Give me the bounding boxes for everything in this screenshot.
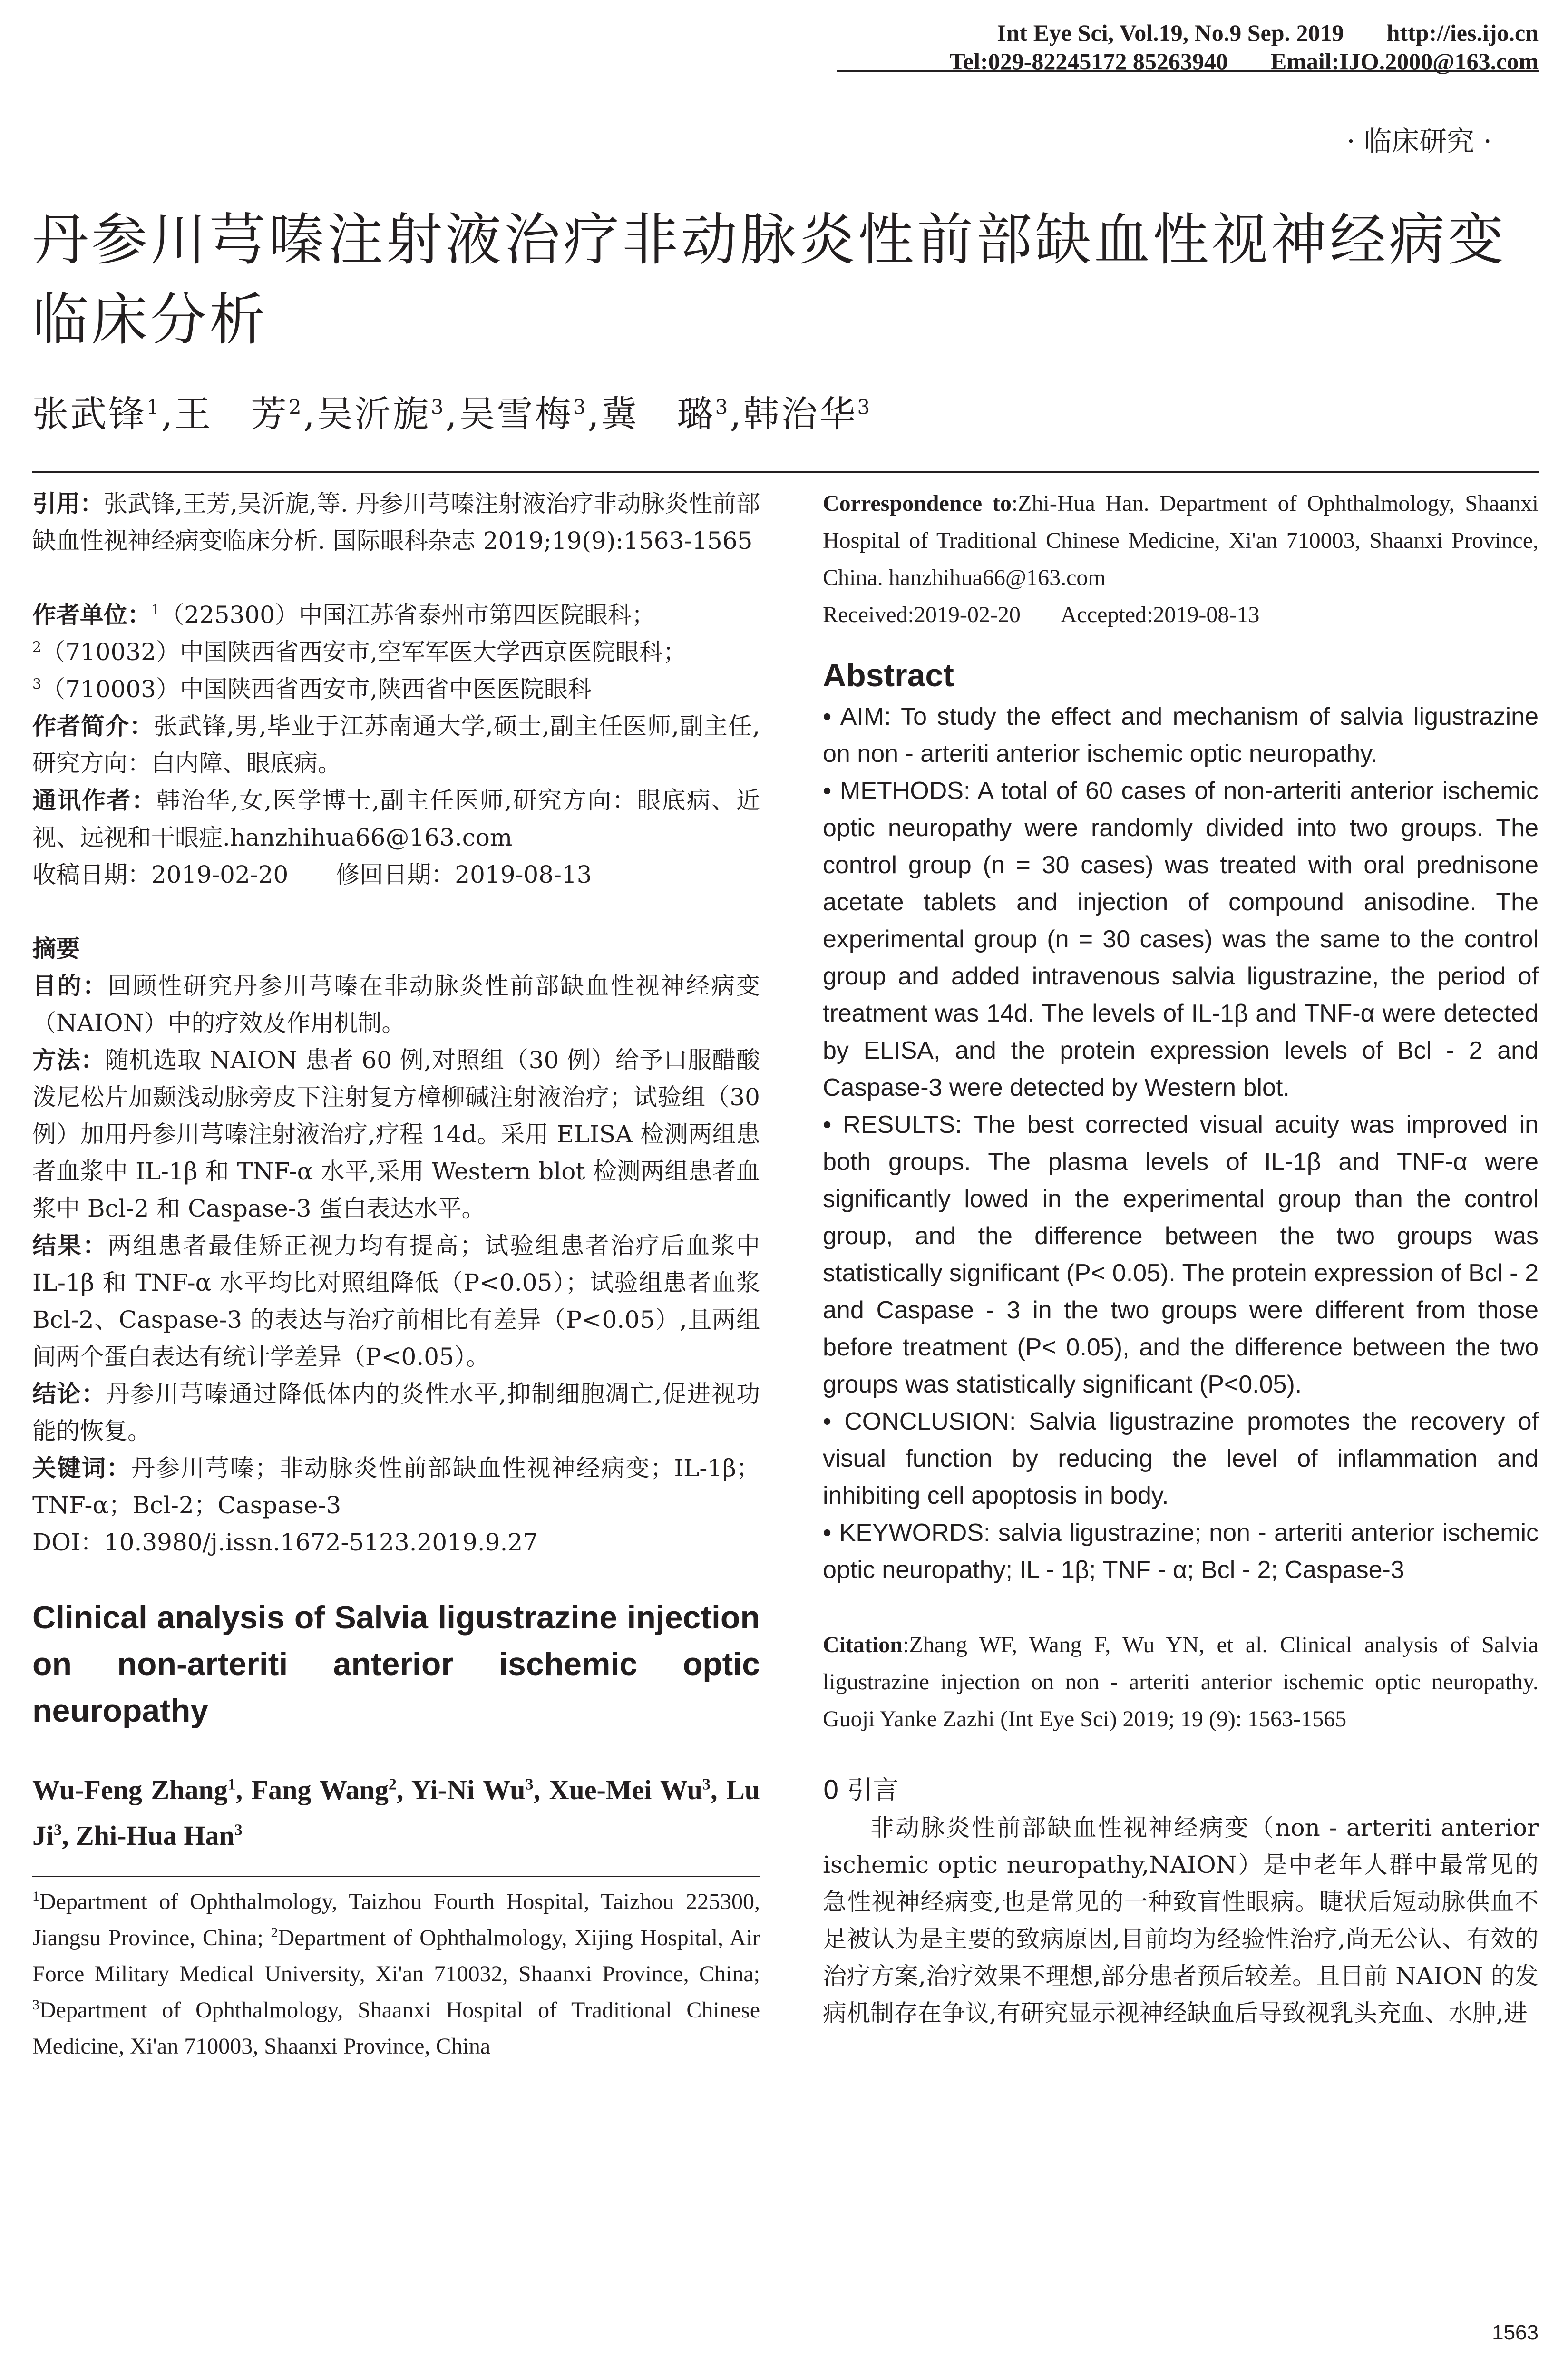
- abstract-en-aim: • AIM: To study the effect and mechanism of salvia ligustrazine on non - arteriti anterior ischemic optic neuropathy.: [823, 703, 1539, 768]
- corr-cn-label: 通讯作者：: [32, 787, 156, 814]
- corr-en-text: :Zhi-Hua Han. Department of Ophthalmology, Shaanxi Hospital of Traditional Chinese Medicine, Xi'an 710003, Shaanxi Province, China. hanzhihua66@163.com: [823, 491, 1539, 590]
- affil-cn-1: （225300）中国江苏省泰州市第四医院眼科；: [160, 601, 655, 629]
- author-cn: 吴沂旎: [316, 393, 431, 435]
- abstract-en-heading: Abstract: [823, 657, 954, 693]
- affil-cn-label: 作者单位：: [32, 601, 151, 629]
- author-sup: 1: [146, 395, 161, 419]
- author-en: Wu-Feng Zhang: [32, 1774, 228, 1805]
- author-en-sup: 1: [227, 1775, 236, 1793]
- dates-cn: 收稿日期：2019-02-20 修回日期：2019-08-13: [32, 861, 592, 888]
- author-en: Yi-Ni Wu: [411, 1774, 526, 1805]
- citation-en-text: :Zhang WF, Wang F, Wu YN, et al. Clinical analysis of Salvia ligustrazine injection on non - arteriti anterior ischemic optic neuropathy. Guoji Yanke Zazhi (Int Eye Sci) 2019; 19 (9): 1563-1565: [823, 1632, 1539, 1732]
- author-bio: [32, 708, 760, 782]
- abstract-en-methods: • METHODS: A total of 60 cases of non-arteriti anterior ischemic optic neuropathy were randomly divided into two groups. The control group (n = 30 cases) was treated with oral prednisone acetate tablets and injection of compound anisodine. The experimental group (n = 30 cases) was the same to the control group and added intravenous salvia ligustrazine, the period of treatment was 14d. The levels of IL-1β and TNF-α were detected by ELISA, and the protein expression levels of Bcl - 2 and Caspase-3 were detected by Western blot.: [823, 777, 1539, 1101]
- left-column: [32, 485, 760, 2065]
- affil-en-3: Department of Ophthalmology, Shaanxi Hospital of Traditional Chinese Medicine, Xi'an 710003, Shaanxi Province, China: [32, 1997, 760, 2059]
- bio-text: 张武锋,男,毕业于江苏南通大学,硕士,副主任医师,副主任,研究方向：白内障、眼底病。: [32, 712, 760, 777]
- author-sup: 3: [573, 395, 588, 419]
- affil-en-1: Department of Ophthalmology, Taizhou Fourth Hospital, Taizhou 225300, Jiangsu Province, China;: [32, 1889, 760, 1950]
- abstract-en-results: • RESULTS: The best corrected visual acuity was improved in both groups. The plasma levels of IL-1β and TNF-α were significantly lowed in the experimental group than the control group, and the difference between the two groups was statistically significant (P< 0.05). The protein expression of Bcl - 2 and Caspase - 3 in the two groups were different from those before treatment (P< 0.05), and the difference between the two groups was statistically significant (P<0.05).: [823, 1111, 1539, 1398]
- abstract-cn-methods: [32, 1042, 760, 1227]
- dates-en: [823, 596, 1539, 633]
- corresponding-author-cn: [32, 782, 760, 856]
- author-cn: 王 芳: [174, 393, 289, 435]
- author-en: Lu Ji: [32, 1774, 760, 1851]
- conclusion-cn-label: 结论：: [32, 1380, 106, 1408]
- affiliations-en: $^1$Department of Ophthalmology, Taizhou Fourth Hospital, Taizhou 225300, Jiangsu Province, China; $^2$Department of Ophthalmology, Xijing Hospital, Air Force Military Medical University, Xi'an 710032, Shaanxi Province, China; $^3$Department of Ophthalmology, Shaanxi Hospital of Traditional Chinese Medicine, Xi'an 710003, Shaanxi Province, China: [32, 1889, 760, 2059]
- affiliation-rule: [32, 1876, 760, 1877]
- doi: DOI：10.3980/j.issn.1672-5123.2019.9.27: [32, 1529, 538, 1556]
- intro-paragraph: 非动脉炎性前部缺血性视神经病变（non - arteriti anterior ischemic optic neuropathy,NAION）是中老年人群中最常见的急性视神经病变,也是常见的一种致盲性眼病。睫状后短动脉供血不足被认为是主要的致病原因,目前均为经验性治疗,尚无公认、有效的治疗方案,治疗效果不理想,部分患者预后较差。且目前 NAION 的发病机制存在争议,有研究显示视神经缺血后导致视乳头充血、水肿,进: [823, 1814, 1539, 2027]
- abstract-cn-results: [32, 1227, 760, 1375]
- abstract-cn-heading: 摘要: [32, 935, 80, 963]
- author-sup: 3: [715, 395, 730, 419]
- methods-cn-text: 随机选取 NAION 患者 60 例,对照组（30 例）给予口服醋酸泼尼松片加颞浅动脉旁皮下注射复方樟柳碱注射液治疗；试验组（30 例）加用丹参川芎嗪注射液治疗,疗程 14d。采用 ELISA 检测两组患者血浆中 IL-1β 和 TNF-α 水平,采用 Western blot 检测两组患者血浆中 Bcl-2 和 Caspase-3 蛋白表达水平。: [32, 1046, 760, 1222]
- correspondence-en: [823, 485, 1539, 596]
- page-number: 1563: [1492, 2321, 1539, 2344]
- aim-cn-label: 目的：: [32, 972, 108, 1000]
- aim-cn-text: 回顾性研究丹参川芎嗪在非动脉炎性前部缺血性视神经病变（NAION）中的疗效及作用机制。: [32, 972, 760, 1037]
- keywords-cn-label: 关键词：: [32, 1454, 131, 1482]
- article-title-cn: 丹参川芎嗪注射液治疗非动脉炎性前部缺血性视神经病变临床分析: [32, 207, 1507, 352]
- intro-heading: 0 引言: [823, 1775, 899, 1805]
- author-en: Xue-Mei Wu: [549, 1774, 703, 1805]
- author-sup: 2: [288, 395, 303, 419]
- citation-en-label: Citation: [823, 1632, 903, 1657]
- accepted-date: Accepted:2019-08-13: [1060, 602, 1260, 627]
- right-column: [823, 485, 1539, 2032]
- article-title-en: Clinical analysis of Salvia ligustrazine injection on non-arteriti anterior ischemic optic neuropathy: [32, 1599, 760, 1729]
- author-en-sup: 2: [388, 1775, 397, 1793]
- corr-en-label: Correspondence to: [823, 491, 1012, 516]
- running-header-line1: [997, 18, 1539, 48]
- authors-rule: [32, 471, 1539, 473]
- author-en-sup: 3: [54, 1821, 62, 1839]
- author-cn: 冀 璐: [601, 393, 715, 435]
- author-cn: 韩治华: [743, 393, 857, 435]
- citation-cn-text: 张武锋,王芳,吴沂旎,等. 丹参川芎嗪注射液治疗非动脉炎性前部缺血性视神经病变临床分析. 国际眼科杂志 2019;19(9):1563-1565: [32, 490, 760, 555]
- author-cn: 张武锋: [32, 393, 146, 435]
- author-en: Fang Wang: [251, 1774, 389, 1805]
- journal-tel: Tel:029-82245172 85263940: [949, 48, 1228, 75]
- affil-cn-2: （710032）中国陕西省西安市,空军军医大学西京医院眼科；: [41, 638, 687, 666]
- methods-cn-label: 方法：: [32, 1046, 105, 1074]
- results-cn-text: 两组患者最佳矫正视力均有提高；试验组患者治疗后血浆中 IL-1β 和 TNF-α 水平均比对照组降低（P<0.05）；试验组患者血浆 Bcl-2、Caspase-3 的表达与治疗前相比有差异（P<0.05）,且两组间两个蛋白表达有统计学差异（P<0.05）。: [32, 1232, 760, 1371]
- abstract-cn-aim: [32, 967, 760, 1042]
- affil-en-2: Department of Ophthalmology, Xijing Hospital, Air Force Military Medical University, Xi'an 710032, Shaanxi Province, China;: [32, 1925, 760, 1987]
- results-cn-label: 结果：: [32, 1232, 108, 1259]
- received-date: Received:2019-02-20: [823, 602, 1021, 627]
- keywords-cn-text: 丹参川芎嗪；非动脉炎性前部缺血性视神经病变；IL-1β；TNF-α；Bcl-2；Caspase-3: [32, 1454, 760, 1519]
- section-label: · 临床研究 ·: [1346, 125, 1492, 157]
- authors-en: Wu-Feng Zhang$^1$, Fang Wang$^2$, Yi-Ni Wu$^3$, Xue-Mei Wu$^3$, Lu Ji$^3$, Zhi-Hua Han$^3$: [32, 1774, 760, 1851]
- citation-en: [823, 1627, 1539, 1738]
- authors-cn: 张武锋$^1$,王 芳$^2$,吴沂旎$^3$,吴雪梅$^3$,冀 璐$^3$,韩治华$^3$: [32, 393, 872, 435]
- affil-cn-3: （710003）中国陕西省西安市,陕西省中医医院眼科: [41, 675, 592, 703]
- header-rule: [837, 70, 1539, 72]
- author-sup: 3: [857, 395, 872, 419]
- corr-cn-text: 韩治华,女,医学博士,副主任医师,研究方向：眼底病、近视、远视和干眼症.hanzhihua66@163.com: [32, 787, 760, 851]
- journal-email: Email:IJO.2000@163.com: [1270, 48, 1539, 75]
- citation-cn-label: 引用：: [32, 490, 104, 517]
- author-en: Zhi-Hua Han: [76, 1820, 234, 1851]
- journal-info: Int Eye Sci, Vol.19, No.9 Sep. 2019: [997, 19, 1344, 46]
- author-en-sup: 3: [702, 1775, 711, 1793]
- affiliations-cn: 作者单位：$^1$（225300）中国江苏省泰州市第四医院眼科； $^2$（710032）中国陕西省西安市,空军军医大学西京医院眼科； $^3$（710003）中国陕西省西安市,陕西省中医医院眼科: [32, 601, 687, 703]
- abstract-en-keywords: • KEYWORDS: salvia ligustrazine; non - arteriti anterior ischemic optic neuropathy; IL - 1β; TNF - α; Bcl - 2; Caspase-3: [823, 1519, 1539, 1584]
- journal-url: http://ies.ijo.cn: [1386, 19, 1539, 46]
- citation-cn: [32, 485, 760, 559]
- conclusion-cn-text: 丹参川芎嗪通过降低体内的炎性水平,抑制细胞凋亡,促进视功能的恢复。: [32, 1380, 760, 1445]
- author-cn: 吴雪梅: [458, 393, 573, 435]
- abstract-en-conclusion: • CONCLUSION: Salvia ligustrazine promotes the recovery of visual function by reducing the level of inflammation and inhibiting cell apoptosis in body.: [823, 1408, 1539, 1510]
- abstract-cn-conclusion: [32, 1375, 760, 1450]
- author-en-sup: 3: [234, 1821, 243, 1839]
- bio-label: 作者简介：: [32, 712, 154, 740]
- author-en-sup: 3: [525, 1775, 534, 1793]
- keywords-cn: [32, 1450, 760, 1524]
- author-sup: 3: [430, 395, 446, 419]
